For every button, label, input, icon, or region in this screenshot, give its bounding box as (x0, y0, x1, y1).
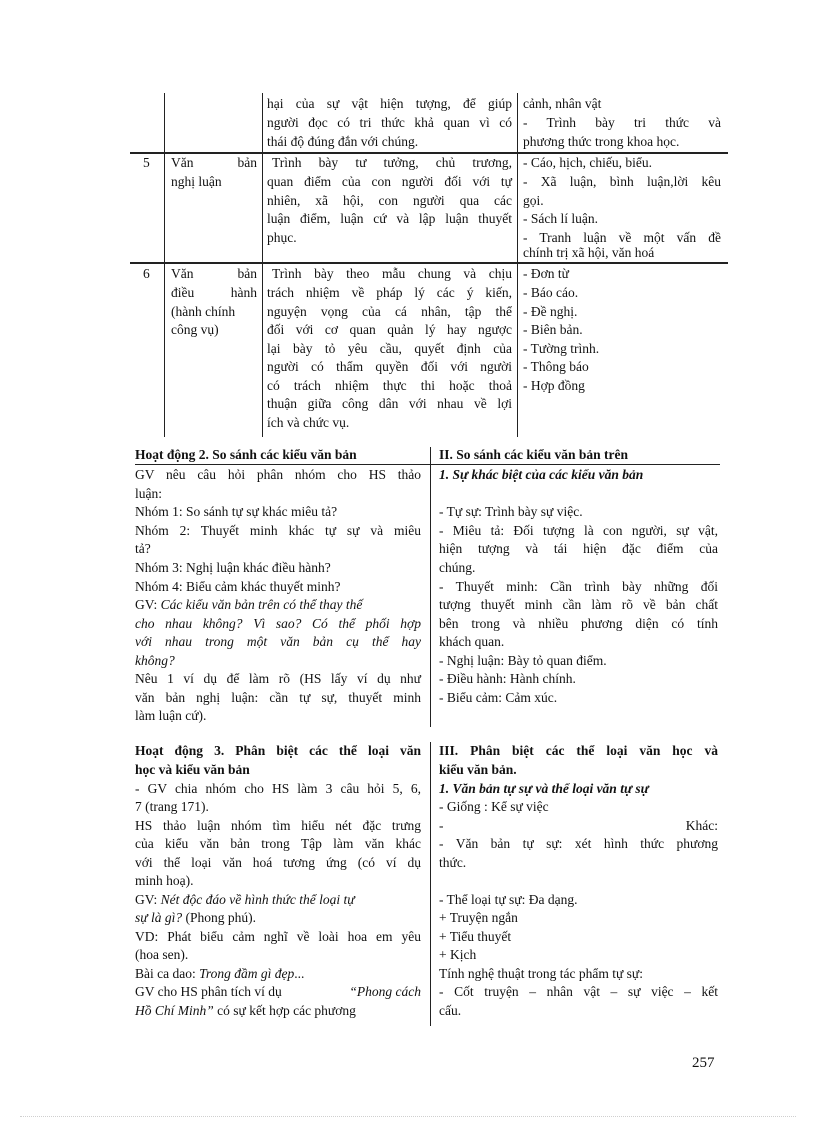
paragraph-line: với thể loại văn hoá tương ứng (có ví dụ (135, 855, 421, 870)
table-cell-text: thuận giữa công dân với nhau về lợi (267, 396, 512, 411)
paragraph-line: cấu. (439, 1003, 462, 1018)
paragraph-line: Nhóm 2: Thuyết minh khác tự sự và miêu (135, 523, 421, 538)
table-cell-text: quan điểm của con người đối với tự (267, 174, 512, 189)
table-cell-text: ích và chức vụ. (267, 415, 350, 430)
table-border (262, 93, 263, 437)
table-cell-text: Trình bày tư tưởng, chủ trương, (272, 155, 512, 170)
question-text: Nét độc đáo về hình thức thể loại tự (160, 892, 355, 907)
paragraph-line: luận: (135, 486, 162, 501)
paragraph-line: - Tự sự: Trình bày sự việc. (439, 504, 583, 519)
row-number: 5 (143, 155, 150, 170)
table-cell-text: lại bày tỏ yêu cầu, quyết định của (267, 341, 512, 356)
table-cell-text: - Báo cáo. (523, 285, 579, 300)
question-text: cho nhau không? Vì sao? Có thể phối hợp (135, 616, 421, 631)
paragraph-line: Nêu 1 ví dụ để làm rõ (HS lấy ví dụ như (135, 671, 421, 686)
paragraph-line: VD: Phát biểu cảm nghĩ về loài hoa em yêu (135, 929, 421, 944)
table-cell-text: - Sách lí luận. (523, 211, 598, 226)
activity-title: Hoạt động 3. Phân biệt các thể loại văn (135, 743, 421, 758)
table-cell-text: nhiên, xã hội, con người qua các (267, 193, 512, 208)
table-cell-text: có trách nhiệm thực thi hoặc thoả (267, 378, 512, 393)
paragraph-line (135, 983, 421, 1002)
text-type-name: nghị luận (171, 174, 222, 189)
paragraph-line (135, 1002, 356, 1021)
paragraph-line: GV: (135, 892, 161, 907)
paragraph-line: GV: (135, 597, 161, 612)
activity-title: học và kiểu văn bản (135, 762, 250, 777)
paragraph-line: - Thuyết minh: Cần trình bày những đối (439, 579, 718, 594)
paragraph-line: tả? (135, 541, 151, 556)
paragraph-line: - Thể loại tự sự: Đa dạng. (439, 892, 578, 907)
paragraph-line: Khác: (685, 818, 718, 833)
paragraph-line: - GV chia nhóm cho HS làm 3 câu hỏi 5, 6, (135, 781, 421, 796)
paragraph-line: văn bản nghị luận: cần tự sự, thuyết minh (135, 690, 421, 705)
table-cell-text: hại của sự vật hiện tượng, để giúp (267, 96, 512, 111)
paragraph-line (135, 909, 256, 928)
question-text: Các kiểu văn bản trên có thể thay thế (160, 597, 363, 612)
paragraph-line: - Giống : Kể sự việc (439, 799, 549, 814)
table-cell-text: - Trình bày tri thức và (523, 115, 721, 130)
text-type-name: (hành chính (171, 304, 236, 319)
paragraph-line: GV cho HS phân tích ví dụ (135, 984, 282, 999)
question-text: với nhau trong một văn bản cụ thể hay (135, 634, 421, 649)
dash: - (439, 818, 444, 833)
paragraph-line: có sự kết hợp các phương (213, 1003, 356, 1018)
essay-title: Hồ Chí Minh” (135, 1003, 214, 1018)
section-title: II. So sánh các kiểu văn bản trên (439, 447, 629, 462)
essay-title: “Phong cách (349, 984, 421, 999)
paragraph-line: minh hoạ). (135, 873, 194, 888)
paragraph-line: thức. (439, 855, 467, 870)
paragraph-line: (Phong phú). (182, 910, 256, 925)
ellipsis: ... (294, 966, 305, 981)
paragraph-line: chúng. (439, 560, 476, 575)
paragraph-line: tượng thuyết minh cần làm rõ về bản chất (439, 597, 718, 612)
paragraph-line: GV nêu câu hỏi phân nhóm cho HS thảo (135, 467, 421, 482)
paragraph-line: + Kịch (439, 947, 477, 962)
paragraph-line: HS thảo luận nhóm tìm hiểu nét đặc trưng (135, 818, 421, 833)
paragraph-line: (hoa sen). (135, 947, 189, 962)
section-title: kiểu văn bản. (439, 762, 517, 777)
paragraph-line: hiện tượng và tái hiện đặc điểm của (439, 541, 718, 556)
table-cell-text: Trình bày theo mẫu chung và chịu (272, 266, 512, 281)
poem-title: Trong đầm gì đẹp (199, 966, 295, 981)
paragraph-line (439, 817, 718, 836)
paragraph-line: khách quan. (439, 634, 505, 649)
table-cell-text: người có thẩm quyền đối với người (267, 359, 512, 374)
page-number: 257 (692, 1055, 715, 1071)
table-cell-text: - Đơn từ (523, 266, 569, 281)
table-cell-text: - Đề nghị. (523, 304, 578, 319)
activity-title: Hoạt động 2. So sánh các kiểu văn bản (135, 447, 357, 462)
text-type-name: công vụ) (171, 322, 219, 337)
paragraph-line: - Cốt truyện – nhân vật – sự việc – kết (439, 984, 718, 999)
table-cell-text: trách nhiệm về pháp lý các ý kiến, (267, 285, 512, 300)
text-type-name: Văn bản (171, 155, 257, 170)
table-cell-text: - Tường trình. (523, 341, 600, 356)
paragraph-line: - Điều hành: Hành chính. (439, 671, 576, 686)
subsection-title: 1. Văn bản tự sự và thể loại văn tự sự (439, 781, 649, 796)
paragraph-line (135, 596, 362, 615)
column-divider (430, 447, 431, 727)
table-cell-text: người đọc có tri thức khả quan vì có (267, 115, 512, 130)
question-text: sự là gì? (135, 910, 183, 925)
paragraph-line: bên trong và nhiều phương diện có tính (439, 616, 718, 631)
paragraph-line: + Truyện ngắn (439, 910, 518, 925)
text-type-name: Văn bản (171, 266, 257, 281)
paragraph-line: 7 (trang 171). (135, 799, 209, 814)
column-divider (430, 742, 431, 1026)
table-border (164, 93, 165, 437)
section-title: III. Phân biệt các thể loại văn học và (439, 743, 718, 758)
table-cell-text: - Xã luận, bình luận,lời kêu (523, 174, 721, 189)
table-cell-text: - Tranh luận về một vấn đề (523, 230, 721, 245)
paragraph-line: của kiểu văn bản trong Tập làm văn khác (135, 836, 421, 851)
text-type-name: điều hành (171, 285, 257, 300)
paragraph-line (135, 965, 304, 984)
paragraph-line: Nhóm 3: Nghị luận khác điều hành? (135, 560, 331, 575)
paragraph-line: Nhóm 4: Biểu cảm khác thuyết minh? (135, 579, 341, 594)
table-cell-text: chính trị xã hội, văn hoá (523, 245, 655, 260)
table-cell-text: - Thông báo (523, 359, 589, 374)
table-cell-text: thái độ đúng đắn với chúng. (267, 134, 419, 149)
paragraph-line: Bài ca dao: (135, 966, 200, 981)
table-cell-text: đối với cơ quan quản lý hay ngược (267, 322, 512, 337)
paragraph-line: Tính nghệ thuật trong tác phẩm tự sự: (439, 966, 643, 981)
paragraph-line: - Văn bản tự sự: xét hình thức phương (439, 836, 718, 851)
paragraph-line: làm luận cứ). (135, 708, 207, 723)
table-cell-text: luận điểm, luận cứ và lập luận thuyết (267, 211, 512, 226)
table-cell-text: gọi. (523, 193, 544, 208)
table-cell-text: - Biên bản. (523, 322, 583, 337)
table-cell-text: cảnh, nhân vật (523, 96, 602, 111)
subsection-title: 1. Sự khác biệt của các kiểu văn bản (439, 467, 644, 482)
table-border (517, 93, 518, 437)
question-text: không? (135, 653, 175, 668)
table-cell-text: phục. (267, 230, 297, 245)
paragraph-line: Nhóm 1: So sánh tự sự khác miêu tả? (135, 504, 338, 519)
page-bottom-border (20, 1116, 796, 1117)
table-cell-text: - Cáo, hịch, chiếu, biểu. (523, 155, 652, 170)
paragraph-line (135, 891, 355, 910)
row-number: 6 (143, 266, 150, 281)
paragraph-line: - Nghị luận: Bày tỏ quan điểm. (439, 653, 607, 668)
paragraph-line: - Biểu cảm: Cảm xúc. (439, 690, 558, 705)
paragraph-line: + Tiểu thuyết (439, 929, 512, 944)
table-cell-text: - Hợp đồng (523, 378, 585, 393)
paragraph-line: - Miêu tả: Đối tượng là con người, sự vật, (439, 523, 718, 538)
table-cell-text: nguyện vọng của cá nhân, tập thể (267, 304, 512, 319)
table-cell-text: phương thức trong khoa học. (523, 134, 680, 149)
